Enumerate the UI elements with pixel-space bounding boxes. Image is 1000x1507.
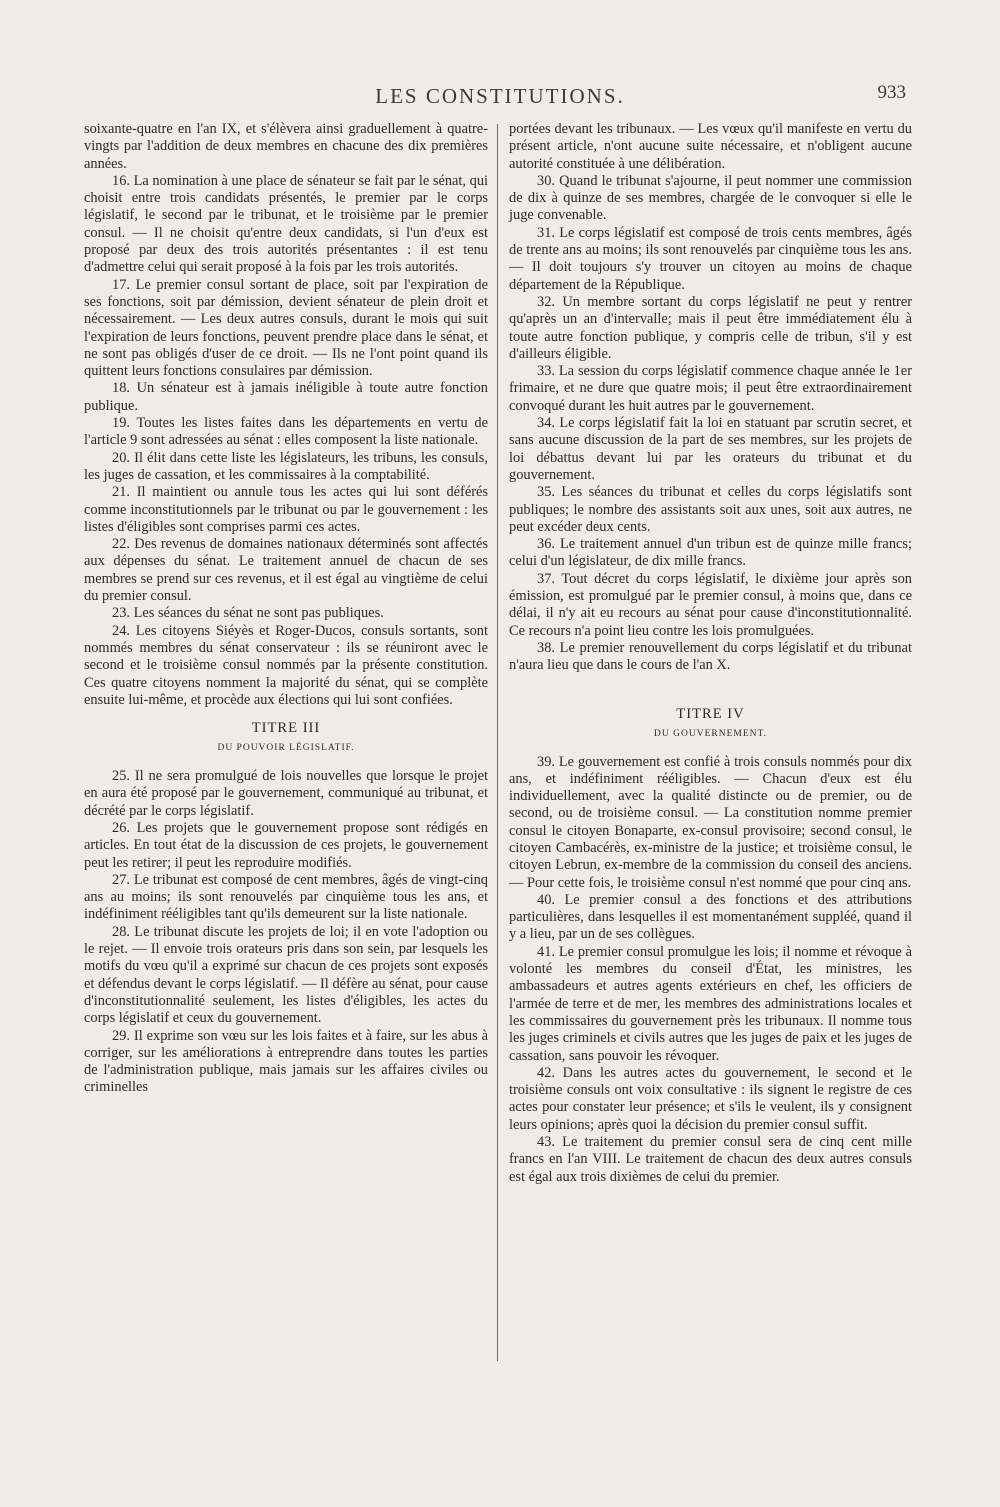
column-divider xyxy=(497,124,498,1361)
paragraph-article-19: 19. Toutes les listes faites dans les départements en vertu de l'article 9 sont adressées au sénat : elles composent la liste nationale. xyxy=(84,415,488,449)
paragraph: soixante-quatre en l'an IX, et s'élèvera ainsi graduellement à quatre-vingts par l'addition de deux membres en chacune des dix premières années. xyxy=(84,121,488,172)
paragraph-article-43: 43. Le traitement du premier consul sera de cinq cent mille francs en l'an VIII. Le traitement de chacun des deux autres consuls est égal aux trois dixièmes de celui du premier. xyxy=(509,1134,912,1185)
paragraph-article-36: 36. Le traitement annuel d'un tribun est de quinze mille francs; celui d'un législateur, de dix mille francs. xyxy=(509,536,912,570)
paragraph-article-30: 30. Quand le tribunat s'ajourne, il peut nommer une commission de dix à quinze de ses membres, chargée de le convoquer si elle le juge convenable. xyxy=(509,172,912,224)
running-title: LES CONSTITUTIONS. xyxy=(375,84,625,108)
paragraph-article-32: 32. Un membre sortant du corps législatif ne peut y rentrer qu'après un an d'intervalle; mais il peut être immédiatement élu à toute autre fonction publique, y compris celle de tribun, s'il y est d'ailleurs éligible. xyxy=(509,293,912,362)
left-column xyxy=(84,121,488,1097)
paragraph-article-35: 35. Les séances du tribunat et celles du corps législatifs sont publiques; le nombre des assistants soit aux unes, soit aux autres, ne peut excéder deux cents. xyxy=(509,484,912,535)
paragraph-article-28: 28. Le tribunat discute les projets de loi; il en vote l'adoption ou le rejet. — Il envoie trois orateurs pris dans son sein, par lesquels les motifs du vœu qu'il a exprimé sur chacun de ces projets sont exposés et défendus devant le corps législatif. — Il défère au sénat, pour cause d'inconstitutionnalité seulement, les listes d'éligibles, les actes du corps législatif et ceux du gouvernement. xyxy=(84,923,488,1027)
paragraph-article-20: 20. Il élit dans cette liste les législateurs, les tribuns, les consuls, les juges de cassation, et les commissaires à la comptabilité. xyxy=(84,449,488,483)
page-number: 933 xyxy=(877,82,906,103)
section-subtitle: DU POUVOIR LÉGISLATIF. xyxy=(217,743,355,754)
paragraph-article-34: 34. Le corps législatif fait la loi en statuant par scrutin secret, et sans aucune discussion de la part de ses membres, sur les projets de loi débattus devant lui par les orateurs du tribunat et du gouvernement. xyxy=(509,415,912,483)
paragraph-article-42: 42. Dans les autres actes du gouvernement, le second et le troisième consuls ont voix consultative : ils signent le registre de ces actes pour constater leur présence; et s'ils le veulent, ils y consignent leurs opinions; après quoi la décision du premier consul suffit. xyxy=(509,1064,912,1133)
section-title: TITRE IV xyxy=(676,705,745,722)
paragraph-article-27: 27. Le tribunat est composé de cent membres, âgés de vingt-cinq ans au moins; ils sont renouvelés par cinquième tous les ans, et indéfiniment rééligibles tant qu'ils demeurent sur la liste nationale. xyxy=(84,871,488,923)
paragraph: portées devant les tribunaux. — Les vœux qu'il manifeste en vertu du présent article, n'ont aucune suite nécessaire, et n'obligent aucune autorité constituée à une délibération. xyxy=(509,121,912,172)
paragraph-article-40: 40. Le premier consul a des fonctions et des attributions particulières, dans lesquelles il est momentanément suppléé, quand il y a lieu, par un de ses collègues. xyxy=(509,891,912,943)
paragraph-article-37: 37. Tout décret du corps législatif, le dixième jour après son émission, est promulgué par le premier consul, à moins que, dans ce délai, il n'y ait eu recours au sénat pour cause d'inconstitutionnalité. Ce recours n'a point lieu contre les lois promulguées. xyxy=(509,570,912,639)
paragraph-article-18: 18. Un sénateur est à jamais inéligible à toute autre fonction publique. xyxy=(84,380,488,414)
paragraph-article-41: 41. Le premier consul promulgue les lois; il nomme et révoque à volonté les membres du conseil d'État, les ministres, les ambassadeurs et autres agents extérieurs en chef, les officiers de l'armée de terre et de mer, les membres des administrations locales et les commissaires du gouvernement près les tribunaux. Il nomme tous les juges criminels et civils autres que les juges de paix et les juges de cassation, sans pouvoir les révoquer. xyxy=(509,943,912,1064)
section-subtitle: DU GOUVERNEMENT. xyxy=(654,728,767,739)
paragraph-article-26: 26. Les projets que le gouvernement propose sont rédigés en articles. En tout état de la discussion de ces projets, le gouvernement peut les retirer; il peut les reproduire modifiés. xyxy=(84,819,488,871)
right-column xyxy=(509,121,912,1186)
section-title: TITRE III xyxy=(251,720,321,737)
paragraph-article-17: 17. Le premier consul sortant de place, soit par l'expiration de ses fonctions, soit par démission, devient sénateur de plein droit et nécessairement. — Les deux autres consuls, durant le mois qui suit l'expiration de leurs fonctions, peuvent prendre place dans le sénat, et ne sont pas obligés d'user de ce droit. — Ils ne l'ont point quand ils quittent leurs fonctions consulaires par démission. xyxy=(84,276,488,380)
paragraph-article-21: 21. Il maintient ou annule tous les actes qui lui sont déférés comme inconstitutionnels par le tribunat ou par le gouvernement : les listes d'éligibles sont comprises parmi ces actes. xyxy=(84,484,488,535)
paragraph-article-23: 23. Les séances du sénat ne sont pas publiques. xyxy=(112,605,384,622)
paragraph-article-29: 29. Il exprime son vœu sur les lois faites et à faire, sur les abus à corriger, sur les améliorations à entreprendre dans toutes les parties de l'administration publique, mais jamais sur les affaires civiles ou criminelles xyxy=(84,1027,488,1096)
paragraph-article-24: 24. Les citoyens Siéyès et Roger-Ducos, consuls sortants, sont nommés membres du sénat conservateur : ils se réuniront avec le second et le troisième consul nommés par la présente constitution. Ces quatre citoyens nomment la majorité du sénat, qui se complète ensuite lui-même, et procède aux élections qui lui sont confiées. xyxy=(84,622,488,708)
paragraph-article-39: 39. Le gouvernement est confié à trois consuls nommés pour dix ans, et indéfiniment rééligibles. — Chacun d'eux est élu individuellement, avec la qualité distincte ou de premier, ou de second, ou de troisième consul. — La constitution nomme premier consul le citoyen Bonaparte, ex-consul provisoire; second consul, le citoyen Cambacérès, ex-ministre de la justice; et troisième consul, le citoyen Lebrun, ex-membre de la commission du conseil des anciens. — Pour cette fois, le troisième consul n'est nommé que pour cinq ans. xyxy=(509,753,912,891)
paragraph-article-33: 33. La session du corps législatif commence chaque année le 1er frimaire, et ne dure que quatre mois; il peut être extraordinairement convoqué durant les huit autres par le gouvernement. xyxy=(509,363,912,414)
paragraph-article-22: 22. Des revenus de domaines nationaux déterminés sont affectés aux dépenses du sénat. Le traitement annuel de chacun de ses membres se prend sur ces revenus, et il est égal au vingtième de celui du premier consul. xyxy=(84,536,488,605)
paragraph-article-38: 38. Le premier renouvellement du corps législatif et du tribunat n'aura lieu que dans le cours de l'an X. xyxy=(509,639,912,674)
paragraph-article-31: 31. Le corps législatif est composé de trois cents membres, âgés de trente ans au moins; ils sont renouvelés par cinquième tous les ans. — Il doit toujours s'y trouver un citoyen au moins de chaque département de la République. xyxy=(509,224,912,293)
paragraph-article-25: 25. Il ne sera promulgué de lois nouvelles que lorsque le projet en aura été proposé par le gouvernement, communiqué au tribunat, et décrété par le corps législatif. xyxy=(84,768,488,819)
paragraph-article-16: 16. La nomination à une place de sénateur se fait par le sénat, qui choisit entre trois candidats présentés, le premier par le corps législatif, le second par le tribunat, et le troisième par le premier consul. — Il ne choisit qu'entre deux candidats, si l'un d'eux est proposé par deux des trois autorités présentantes : il est tenu d'admettre celui qui serait proposé à la fois par les trois autorités. xyxy=(84,172,489,276)
